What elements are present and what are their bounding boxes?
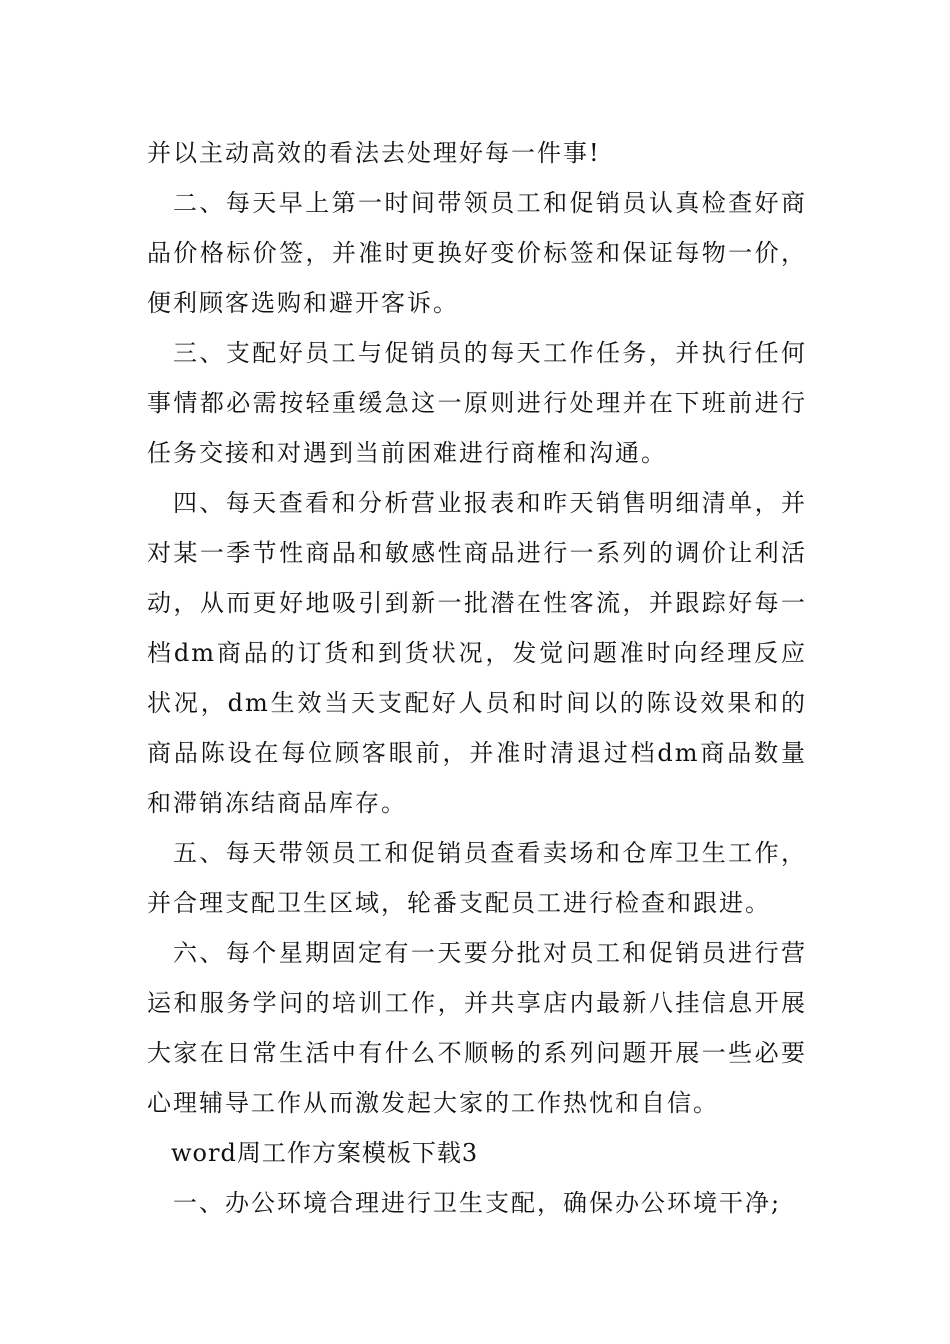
document-body: [147, 128, 807, 1228]
section-heading: word周工作方案模板下载3: [171, 1139, 479, 1167]
paragraph-item-3: 三、支配好员工与促销员的每天工作任务，并执行任何事情都必需按轻重缓急这一原则进行处理并在下班前进行任务交接和对遇到当前困难进行商榷和沟通。: [147, 339, 807, 467]
paragraph-continuation: 并以主动高效的看法去处理好每一件事!: [147, 139, 601, 167]
paragraph-item-1-next-section: 一、办公环境合理进行卫生支配，确保办公环境干净;: [173, 1189, 782, 1217]
paragraph-item-5: 五、每天带领员工和促销员查看卖场和仓库卫生工作，并合理支配卫生区域，轮番支配员工进行检查和跟进。: [147, 839, 807, 917]
paragraph-item-2: 二、每天早上第一时间带领员工和促销员认真检查好商品价格标价签，并准时更换好变价标签和保证每物一价，便利顾客选购和避开客诉。: [147, 189, 807, 317]
paragraph-item-6: 六、每个星期固定有一天要分批对员工和促销员进行营运和服务学问的培训工作，并共享店内最新八挂信息开展大家在日常生活中有什么不顺畅的系列问题开展一些必要心理辅导工作从而激发起大家的工作热忱和自信。: [147, 939, 807, 1117]
paragraph-item-4: 四、每天查看和分析营业报表和昨天销售明细清单，并对某一季节性商品和敏感性商品进行一系列的调价让利活动，从而更好地吸引到新一批潜在性客流，并跟踪好每一档dm商品的订货和到货状况，发觉问题准时向经理反应状况，dm生效当天支配好人员和时间以的陈设效果和的商品陈设在每位顾客眼前，并准时清退过档dm商品数量和滞销冻结商品库存。: [147, 489, 807, 817]
